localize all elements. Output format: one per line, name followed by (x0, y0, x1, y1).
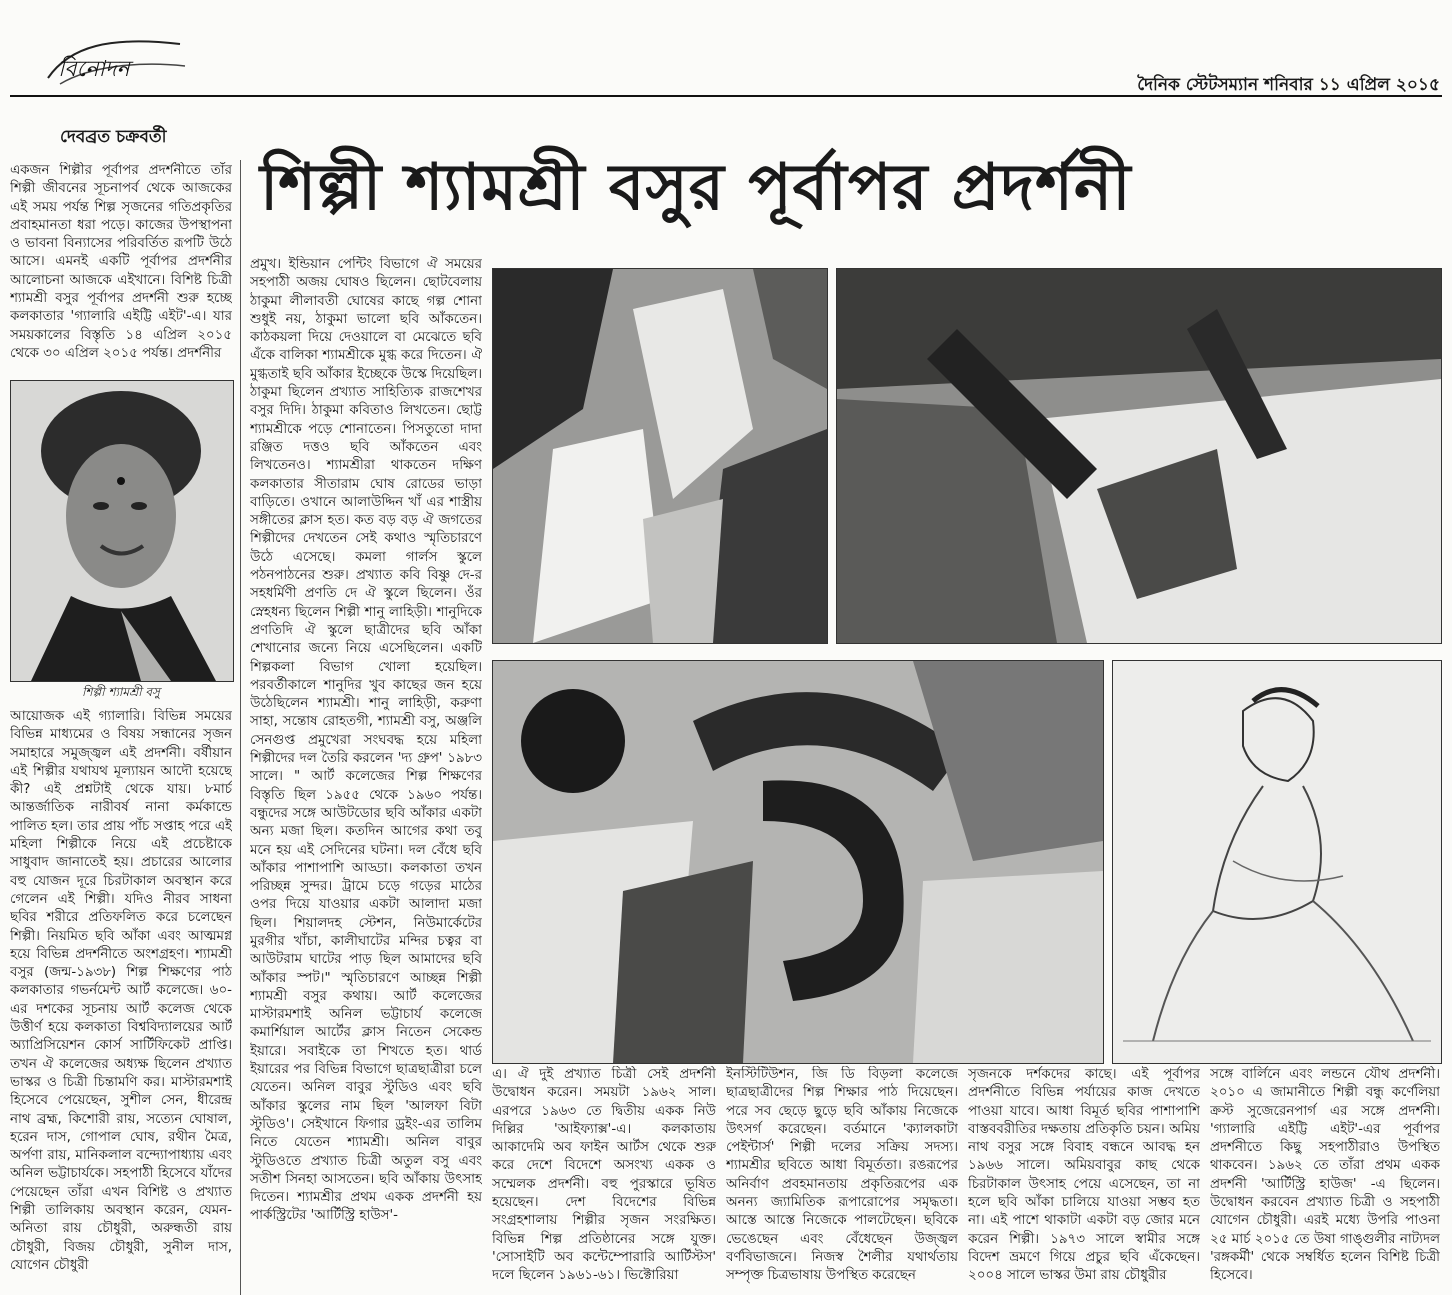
byline: দেবব্রত চক্রবর্তী (60, 127, 167, 147)
painting-2 (836, 268, 1442, 644)
column-4-text: ইনস্টিটিউশন, জি ডি বিড়লা কলেজে ছাত্রছাত্রীদের শিল্প শিক্ষার পাঠ দিয়েছেন। পরে সব ছেড়ে ছুড়ে ছবি আঁকায় নিজেকে উৎসর্গ করেছেন। বর্তমানে 'ক্যালকাটা পেইন্টার্স' শিল্পী দলের সক্রিয় সদস্য। শ্যামশ্রীর ছবিতে আধা বিমূর্ততা। রঙরূপের অনির্বাণ প্রবহমানতায় প্রকৃতিরূপের এক অনন্য জ্যামিতিক রূপারোপের সমৃদ্ধতা। আস্তে আস্তে নিজেকে পালটেছেন। ছবিকে ভেঙেছেন এবং বেঁধেছেন উজ্জ্বল বর্ণবিভাজনে। নিজস্ব শৈলীর যথার্থতায় সম্পৃক্ত চিত্রভাষায় উপস্থিত করেছেন (726, 1067, 958, 1284)
painting-3-image (493, 661, 1103, 1063)
column-3 (492, 1066, 716, 1293)
painting-1 (492, 268, 828, 644)
sketch-drawing (1112, 660, 1442, 1064)
column-1-top (10, 162, 232, 374)
dateline: দৈনিক স্টেটসম্যান শনিবার ১১ এপ্রিল ২০১৫ (1137, 75, 1440, 95)
column-1-bottom (10, 708, 232, 1293)
column-4 (726, 1066, 958, 1293)
column-5-text: সৃজনকে দর্শকদের কাছে। এই পূর্বাপর প্রদর্শনীতে বিভিন্ন পর্যায়ের কাজ দেখতে পাওয়া যাবে। আধা বিমূর্ত ছবির পাশাপাশি বাস্তববরীতির দক্ষতায় প্রতিকৃতি চয়ন। অমিয় নাথ বসুর সঙ্গে বিবাহ বন্ধনে আবদ্ধ হন ১৯৬৬ সালে। অমিয়বাবুর কাছ থেকে চিরটাকাল উৎসাহ পেয়ে এসেছেন, তা না হলে ছবি আঁকা চালিয়ে যাওয়া সম্ভব হত না। এই পাশে থাকাটা একটা বড় জোর মনে করেন শিল্পী। ১৯৭৩ সালে স্বামীর সঙ্গে বিদেশ ভ্রমণে গিয়ে প্রচুর ছবি এঁকেছেন। ২০০৪ সালে ভাস্কর উমা রায় চৌধুরীর (968, 1067, 1200, 1284)
column-6 (1210, 1066, 1440, 1293)
headline: শিল্পী শ্যামশ্রী বসুর পূর্বাপর প্রদর্শনী (260, 150, 1132, 225)
column-2-text: প্রমুখ। ইন্ডিয়ান পেন্টিং বিভাগে ঐ সময়ের সহপাঠী অজয় ঘোষও ছিলেন। ছোটবেলায় ঠাকুমা লীলাবতী ঘোষের কাছে গল্প শোনা শুধুই নয়, ঠাকুমা ভালো ছবি আঁকতেন। কাঠকয়লা দিয়ে দেওয়ালে বা মেঝেতে ছবি এঁকে বালিকা শ্যামশ্রীকে মুগ্ধ করে দিতেন। ঐ মুগ্ধতাই ছবি আঁকার ইচ্ছেকে উস্কে দিয়েছিল। ঠাকুমা ছিলেন প্রখ্যাত সাহিত্যিক রাজশেখর বসুর দিদি। ঠাকুমা কবিতাও লিখতেন। ছোট্ট শ্যামশ্রীকে পড়ে শোনাতেন। পিসতুতো দাদা রঞ্জিত দত্তও ছবি আঁকতেন এবং লিখতেনও। শ্যামশ্রীরা থাকতেন দক্ষিণ কলকাতার সীতারাম ঘোষ রোডের ভাড়া বাড়িতে। ওখানে আলাউদ্দিন খাঁ এর শাস্ত্রীয় সঙ্গীতের ক্লাস হত। কত বড় বড় ঐ জগতের শিল্পীদের দেখতেন সেই কথাও স্মৃতিচারণে উঠে এসেছে। কমলা গার্লস স্কুলে পঠনপাঠনের শুরু। প্রখ্যাত কবি বিষ্ণু দে-র সহধর্মিণী প্রণতি দে ঐ স্কুলে ছিলেন। ওঁর স্নেহধন্য ছিলেন শিল্পী শানু লাহিড়ী। শানুদিকে প্রণতিদি ঐ স্কুলে ছাত্রীদের ছবি আঁকা শেখানোর জন্যে নিয়ে এসেছিলেন। একটি শিল্পকলা বিভাগ খোলা হয়েছিল। পরবর্তীকালে শানুদির খুব কাছের জন হয়ে উঠেছিলেন শ্যামশ্রী। শানু লাহিড়ী, করুণা সাহা, সন্তোষ রোহতগী, শ্যামশ্রী বসু, অঞ্জলি সেনগুপ্ত প্রমুখেরা সংঘবদ্ধ হয়ে মহিলা শিল্পীদের দল তৈরি করলেন 'দ্য গ্রুপ' ১৯৮৩ সালে। " আর্ট কলেজের শিল্প শিক্ষণের বিস্তৃতি ছিল ১৯৫৫ থেকে ১৯৬০ পর্যন্ত। বন্ধুদের সঙ্গে আউটডোর ছবি আঁকার একটা অন্য মজা ছিল। কতদিন আগের কথা তবু মনে হয় এই সেদিনের ঘটনা। দল বেঁধে ছবি আঁকার পাশাপাশি আড্ডা। কলকাতা তখন পরিচ্ছন্ন সুন্দর। ট্রামে চড়ে গড়ের মাঠের ওপর দিয়ে যাওয়ার একটা আলাদা মজা ছিল। শিয়ালদহ স্টেশন, নিউমার্কেটের মুরগীর খাঁচা, কালীঘাটের মন্দির চত্বর বা আউটরাম ঘাটের পাড় ছিল আমাদের ছবি আঁকার স্পট।" স্মৃতিচারণে আচ্ছন্ন শিল্পী শ্যামশ্রী বসুর কথায়। আর্ট কলেজের মাস্টারমশাই অনিল ভট্টাচার্য কলেজে কমার্শিয়াল আর্টের ক্লাস নিতেন সেকেন্ড ইয়ারে। সবাইকে তা শিখতে হত। থার্ড ইয়ারের পর বিভিন্ন বিভাগে ছাত্রছাত্রীরা চলে যেতেন। অনিল বাবুর স্টুডিও এবং ছবি আঁকার স্কুলের নাম ছিল 'আলফা বিটা স্টুডিও'। সেইখানে ফিগার ড্রইং-এর তালিম নিতে যেতেন শ্যামশ্রী। অনিল বাবুর স্টুডিওতে প্রখ্যাত চিত্রী অতুল বসু এবং সতীশ সিনহা আসতেন। ছবি আঁকায় উৎসাহ দিতেন। শ্যামশ্রীর প্রথম একক প্রদর্শনী হয় পার্কস্ট্রিটের 'আর্টিস্ট্রি হাউস'- (250, 257, 482, 1224)
portrait-photo (10, 380, 234, 682)
portrait-caption: শিল্পী শ্যামশ্রী বসু (82, 685, 160, 699)
header-rule (10, 95, 1442, 97)
column-3-text: এ। ঐ দুই প্রখ্যাত চিত্রী সেই প্রদর্শনী উদ্বোধন করেন। সময়টা ১৯৬২ সাল। এরপরে ১৯৬৩ তে দ্বিতীয় একক নিউ দিল্লির 'আইফ্যাক্স'-এ। কলকাতায় আকাদেমি অব ফাইন আর্টস থেকে শুরু করে দেশে বিদেশে অসংখ্য একক ও সম্মেলক প্রদর্শনী। বহু পুরস্কারে ভূষিত হয়েছেন। দেশ বিদেশের বিভিন্ন সংগ্রহশালায় শিল্পীর সৃজন সংরক্ষিত। বিভিন্ন শিল্প প্রতিষ্ঠানের সঙ্গে যুক্ত। 'সোসাইটি অব কন্টেম্পোরারি আর্টিস্টস' দলে ছিলেন ১৯৬১-৬১। ভিক্টোরিয়া (492, 1067, 716, 1284)
column-5 (968, 1066, 1200, 1293)
column-6-text: সঙ্গে বার্লিনে এবং লন্ডনে যৌথ প্রদর্শনী। ২০১০ এ জামানীতে শিল্পী বন্ধু কর্ণেলিয়া ক্রস্ট সুজেরেনপার্গ এর সঙ্গে প্রদর্শনী। 'গ্যালারি এইট্টি এইট'-এর পূর্বাপর প্রদর্শনীতে কিছু সহপাঠীরাও উপস্থিত থাকবেন। ১৯৬২ তে তাঁরা প্রথম একক প্রদর্শনী 'আর্টিস্ট্রি হাউজ' -এ ছিলেন। উদ্বোধন করবেন প্রখ্যাত চিত্রী ও সহপাঠী যোগেন চৌধুরী। এরই মধ্যে উপরি পাওনা ২৫ মার্চ ২০১৫ তে উষা গাঙ্গুলীর নাট্যদল 'রঙ্গকর্মী' থেকে সম্বর্ধিত হলেন বিশিষ্ট চিত্রী হিসেবে। (1210, 1067, 1440, 1284)
painting-1-image (493, 269, 827, 643)
column-2 (250, 256, 482, 1293)
sketch-image (1113, 661, 1441, 1063)
painting-2-image (837, 269, 1441, 643)
column-1-bottom-text: আয়োজক এই গ্যালারি। বিভিন্ন সময়ের বিভিন্ন মাধ্যমের ও বিষয় সন্ধানের সৃজন সমাহারে সমুজ্জ্বল এই প্রদর্শনী। বর্ষীয়ান এই শিল্পীর যথাযথ মূল্যায়ন আদৌ হয়েছে কী? এই প্রশ্নটাই থেকে যায়। ৮মার্চ আন্তর্জাতিক নারীবর্ষ নানা কর্মকান্ডে পালিত হল। তার প্রায় পাঁচ সপ্তাহ পরে এই মহিলা শিল্পীকে নিয়ে এই প্রচেষ্টাকে সাধুবাদ জানাতেই হয়। প্রচারের আলোর বহু যোজন দূরে চিরটাকাল অবস্থান করে গেলেন এই শিল্পী। যদিও নীরব সাধনা ছবির শরীরে প্রতিফলিত করে চলেছেন শিল্পী। নিয়মিত ছবি আঁকা এবং আত্মমগ্ন হয়ে বিভিন্ন প্রদর্শনীতে অংশগ্রহণ। শ্যামশ্রী বসুর (জন্ম-১৯৩৮) শিল্প শিক্ষণের পাঠ কলকাতার গভর্নমেন্ট আর্ট কলেজে। ৬০-এর দশকের সূচনায় আর্ট কলেজ থেকে উত্তীর্ণ হয়ে কলকাতা বিশ্ববিদ্যালয়ের আর্ট অ্যাপ্রিসিয়েশন কোর্স সার্টিফিকেট প্রাপ্তি। তখন ঐ কলেজের অধ্যক্ষ ছিলেন প্রখ্যাত ভাস্কর ও চিত্রী চিন্তামণি কর। মাস্টারমশাই হিসেবে পেয়েছেন, সুশীল সেন, ধীরেন্দ্র নাথ ব্রহ্ম, কিশোরী রায়, সত্যেন ঘোষাল, হরেন দাস, গোপাল ঘোষ, রথীন মৈত্র, অর্পণা রায়, মানিকলাল বন্দ্যোপাধ্যায় এবং অনিল ভট্টাচার্যকে। সহপাঠী হিসেবে যাঁদের পেয়েছেন তাঁরা এখন বিশিষ্ট ও প্রখ্যাত শিল্পী তালিকায় অবস্থান করেন, যেমন- অনিতা রায় চৌধুরী, অরুন্ধতী রায় চৌধুরী, বিজয় চৌধুরী, সুনীল দাস, যোগেন চৌধুরী (10, 709, 232, 1273)
column-rule (240, 160, 241, 1295)
painting-3 (492, 660, 1104, 1064)
column-1-top-text: একজন শিল্পীর পূর্বাপর প্রদর্শনীতে তাঁর শিল্পী জীবনের সূচনাপর্ব থেকে আজকের এই সময় পর্যন্ত শিল্প সৃজনের গতিপ্রকৃতির প্রবাহমানতা ধরা পড়ে। কাজের উপস্থাপনা ও ভাবনা বিন্যাসের পরিবর্তিত রূপটি উঠে আসে। এমনই একটি পূর্বাপর প্রদর্শনীর আলোচনা আজকে এইখানে। বিশিষ্ট চিত্রী শ্যামশ্রী বসুর পূর্বাপর প্রদর্শনী শুরু হচ্ছে কলকাতার 'গ্যালারি এইট্টি এইট'-এ। যার সময়কালের বিস্তৃতি ১৪ এপ্রিল ২০১৫ থেকে ৩০ এপ্রিল ২০১৫ পর্যন্ত। প্রদর্শনীর (10, 163, 232, 361)
portrait-image (11, 381, 233, 681)
section-logo-text: বিনোদন (58, 57, 130, 82)
section-logo (40, 26, 190, 96)
